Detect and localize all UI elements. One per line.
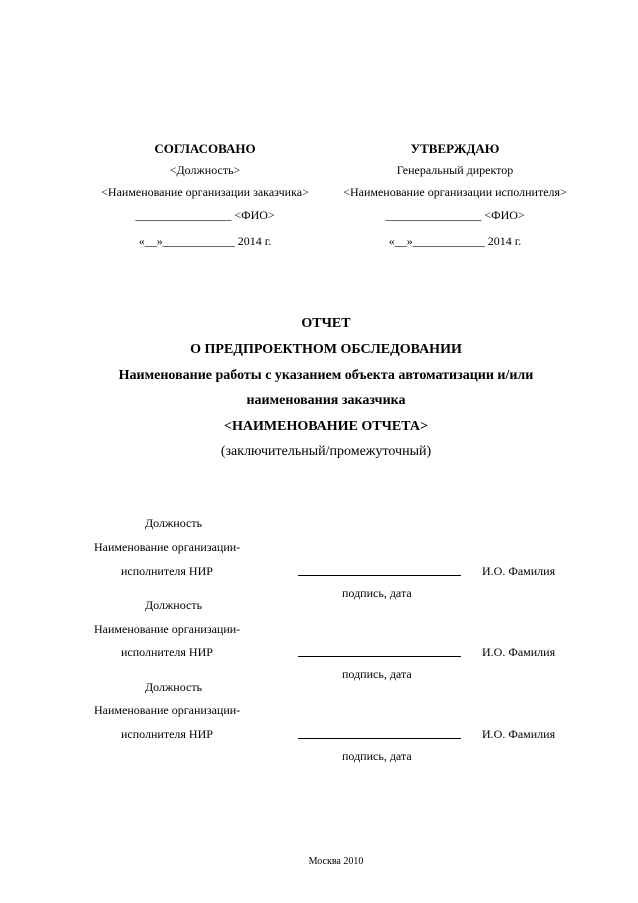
signatory-3-org-line-1: Наименование организации- <box>94 703 241 717</box>
signatory-3-position: Должность <box>145 680 203 694</box>
document-subtitle: О ПРЕДПРОЕКТНОМ ОБСЛЕДОВАНИИ <box>190 342 462 357</box>
signatory-2-name: И.О. Фамилия <box>482 645 556 659</box>
left-block-organization: <Наименование организации заказчика> <box>101 185 309 199</box>
signatory-2-signature-line <box>298 656 461 657</box>
right-block-date-line: «__»____________ 2014 г. <box>388 234 522 248</box>
signatory-2-position: Должность <box>145 598 203 612</box>
right-block-heading: УТВЕРЖДАЮ <box>410 141 500 156</box>
work-name-line-2: наименования заказчика <box>246 393 406 408</box>
left-block-heading: СОГЛАСОВАНО <box>154 141 256 156</box>
signatory-1-caption: подпись, дата <box>342 586 412 600</box>
signatory-3-caption: подпись, дата <box>342 749 412 763</box>
signatory-3-name: И.О. Фамилия <box>482 727 556 741</box>
report-name: <НАИМЕНОВАНИЕ ОТЧЕТА> <box>224 419 428 434</box>
signatory-1-org-line-2: исполнителя НИР <box>121 564 213 578</box>
right-block-signature-line: ________________ <ФИО> <box>385 208 525 222</box>
signatory-1-name: И.О. Фамилия <box>482 564 556 578</box>
footer-city-year: Москва 2010 <box>308 856 364 867</box>
left-block-position: <Должность> <box>169 163 241 177</box>
signatory-2-org-line-2: исполнителя НИР <box>121 645 213 659</box>
signatory-1-signature-line <box>298 575 461 576</box>
signatory-1-position: Должность <box>145 516 203 530</box>
signatory-3-signature-line <box>298 738 461 739</box>
work-name-line-1: Наименование работы с указанием объекта автоматизации и/или <box>118 368 534 383</box>
right-block-organization: <Наименование организации исполнителя> <box>343 185 567 199</box>
signatory-2-org-line-1: Наименование организации- <box>94 622 241 636</box>
signatory-2-caption: подпись, дата <box>342 667 412 681</box>
report-type: (заключительный/промежуточный) <box>220 444 432 459</box>
signatory-1-org-line-1: Наименование организации- <box>94 540 241 554</box>
signatory-3-org-line-2: исполнителя НИР <box>121 727 213 741</box>
right-block-position: Генеральный директор <box>396 163 514 177</box>
left-block-date-line: «__»____________ 2014 г. <box>138 234 272 248</box>
document-title: ОТЧЕТ <box>301 316 351 331</box>
left-block-signature-line: ________________ <ФИО> <box>135 208 275 222</box>
